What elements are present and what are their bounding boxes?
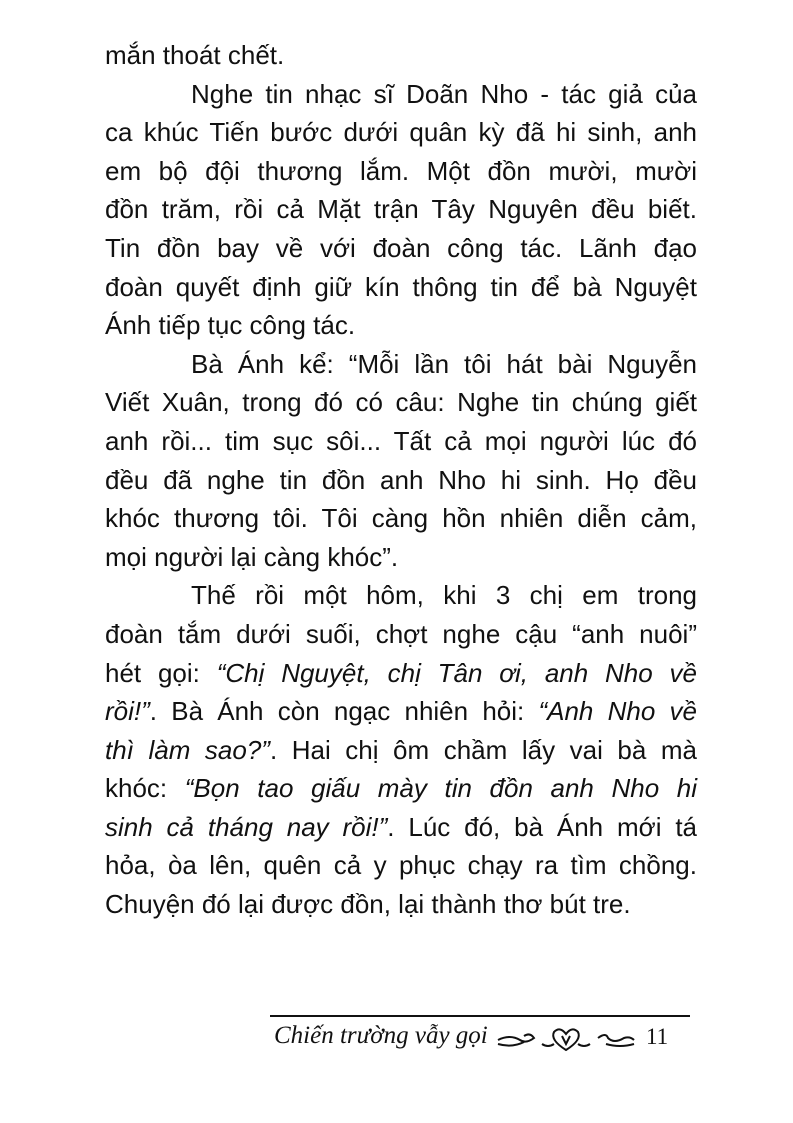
text-line <box>105 113 697 152</box>
italic-quote: rồi!” <box>105 696 150 727</box>
text-line <box>105 461 697 500</box>
text-segment: Chuyện đó lại được đồn, lại thành thơ bút tre. <box>105 889 631 920</box>
italic-quote: “Anh Nho về <box>538 696 697 727</box>
page-number: 11 <box>646 1024 669 1049</box>
text-segment: ca khúc Tiến bước dưới quân kỳ đã hi sinh, anh <box>105 117 697 148</box>
text-segment: mọi người lại càng khóc”. <box>105 541 399 572</box>
text-segment: hỏa, òa lên, quên cả y phục chạy ra tìm chồng. <box>105 850 697 881</box>
text-segment: . Bà Ánh còn ngạc nhiên hỏi: <box>149 696 539 727</box>
text-line <box>105 576 697 615</box>
italic-quote: “Bọn tao giấu mày tin đồn anh Nho hi <box>184 773 698 804</box>
text-line <box>105 731 697 770</box>
text-segment: đoàn tắm dưới suối, chợt nghe cậu “anh nuôi” <box>105 618 697 649</box>
italic-quote: sinh cả tháng nay rồi!” <box>105 811 388 842</box>
text-line <box>105 229 697 268</box>
text-segment: Ánh tiếp tục công tác. <box>105 310 356 341</box>
italic-quote: “Chị Nguyệt, chị Tân ơi, anh Nho về <box>216 657 697 688</box>
text-segment: . Lúc đó, bà Ánh mới tá <box>387 811 697 842</box>
text-segment: đoàn quyết định giữ kín thông tin để bà Nguyệt <box>105 271 697 302</box>
text-line <box>105 36 697 75</box>
text-segment: đồn trăm, rồi cả Mặt trận Tây Nguyên đều biết. <box>105 194 697 225</box>
text-segment: khóc: <box>105 773 185 804</box>
body-text <box>105 36 697 924</box>
text-segment: khóc thương tôi. Tôi càng hồn nhiên diễn cảm, <box>105 503 697 534</box>
footer-rule <box>270 1015 690 1017</box>
text-line <box>105 268 697 307</box>
text-segment: em bộ đội thương lắm. Một đồn mười, mười <box>105 155 697 186</box>
text-line <box>105 654 697 693</box>
text-segment: mắn thoát chết. <box>105 40 285 70</box>
page-footer <box>274 1022 694 1058</box>
text-segment: Thế rồi một hôm, khi 3 chị em trong <box>191 580 697 611</box>
text-line <box>105 306 697 345</box>
italic-quote: thì làm sao?” <box>105 734 270 765</box>
text-segment: đều đã nghe tin đồn anh Nho hi sinh. Họ đều <box>105 464 697 495</box>
text-line <box>105 846 697 885</box>
text-segment: Nghe tin nhạc sĩ Doãn Nho - tác giả của <box>191 78 697 109</box>
text-segment: anh rồi... tim sục sôi... Tất cả mọi người lúc đó <box>105 425 697 456</box>
text-segment: . Hai chị ôm chầm lấy vai bà mà <box>269 734 697 765</box>
text-line <box>105 769 697 808</box>
text-line <box>105 422 697 461</box>
text-line <box>105 345 697 384</box>
text-segment: Tin đồn bay về với đoàn công tác. Lãnh đạo <box>105 232 697 263</box>
text-line <box>105 538 697 577</box>
running-title: Chiến trường vẫy gọi <box>274 1022 488 1049</box>
text-line <box>105 615 697 654</box>
text-line <box>105 152 697 191</box>
text-segment: hét gọi: <box>105 657 217 688</box>
text-segment: Viết Xuân, trong đó có câu: Nghe tin chúng giết <box>105 387 697 418</box>
text-line <box>105 692 697 731</box>
text-line <box>105 885 697 924</box>
text-line <box>105 808 697 847</box>
text-segment: Bà Ánh kể: “Mỗi lần tôi hát bài Nguyễn <box>191 348 697 379</box>
text-line <box>105 383 697 422</box>
text-line <box>105 75 697 114</box>
text-line <box>105 499 697 538</box>
floral-ornament-icon <box>496 1026 636 1059</box>
text-line <box>105 190 697 229</box>
